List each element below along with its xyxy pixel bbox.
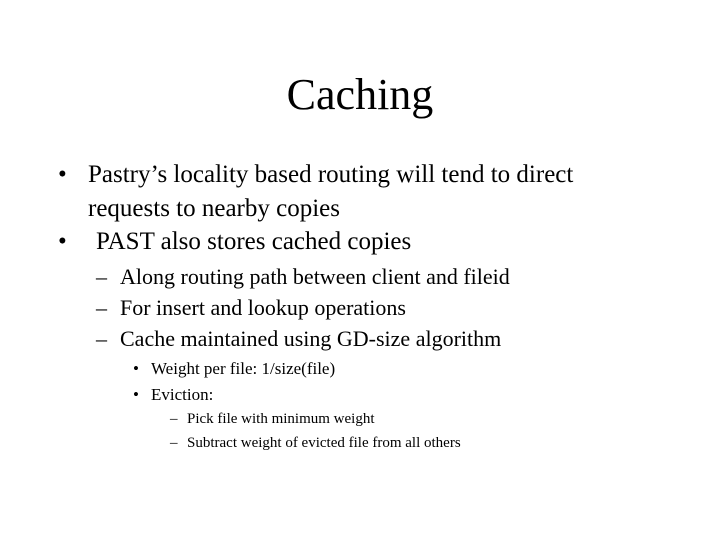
sub-sub-bullet-2-text: Eviction: bbox=[151, 385, 214, 404]
slide-title: Caching bbox=[286, 70, 434, 119]
sub-bullet-3 bbox=[96, 323, 501, 354]
dash-marker: – bbox=[96, 326, 107, 351]
dash-marker: – bbox=[170, 411, 178, 427]
dash-marker: – bbox=[170, 435, 178, 451]
level4-bullet-1-text: Pick file with minimum weight bbox=[187, 411, 375, 427]
sub-bullet-1-text: Along routing path between client and fileid bbox=[120, 264, 510, 289]
sub-bullet-2-text: For insert and lookup operations bbox=[120, 295, 406, 320]
bullet-marker: • bbox=[58, 161, 67, 188]
dash-marker: – bbox=[96, 264, 107, 289]
level4-bullet-2 bbox=[170, 431, 461, 455]
bullet-1 bbox=[58, 158, 573, 226]
bullet-1-line-2: requests to nearby copies bbox=[88, 195, 341, 222]
sub-sub-bullet-2 bbox=[133, 383, 213, 407]
level4-bullet-1 bbox=[170, 407, 375, 431]
sub-sub-bullet-1 bbox=[133, 357, 335, 381]
sub-bullet-3-text: Cache maintained using GD-size algorithm bbox=[120, 326, 502, 351]
bullet-marker: • bbox=[133, 359, 139, 378]
dash-marker: – bbox=[96, 295, 107, 320]
sub-bullet-1 bbox=[96, 261, 510, 292]
bullet-1-line-1: Pastry’s locality based routing will tend to direct bbox=[88, 161, 574, 188]
sub-sub-bullet-1-text: Weight per file: 1/size(file) bbox=[151, 359, 336, 378]
bullet-2 bbox=[58, 225, 411, 259]
bullet-2-line-1: PAST also stores cached copies bbox=[96, 228, 412, 255]
sub-bullet-2 bbox=[96, 292, 406, 323]
bullet-marker: • bbox=[58, 228, 67, 255]
level4-bullet-2-text: Subtract weight of evicted file from all others bbox=[187, 435, 461, 451]
bullet-marker: • bbox=[133, 385, 139, 404]
